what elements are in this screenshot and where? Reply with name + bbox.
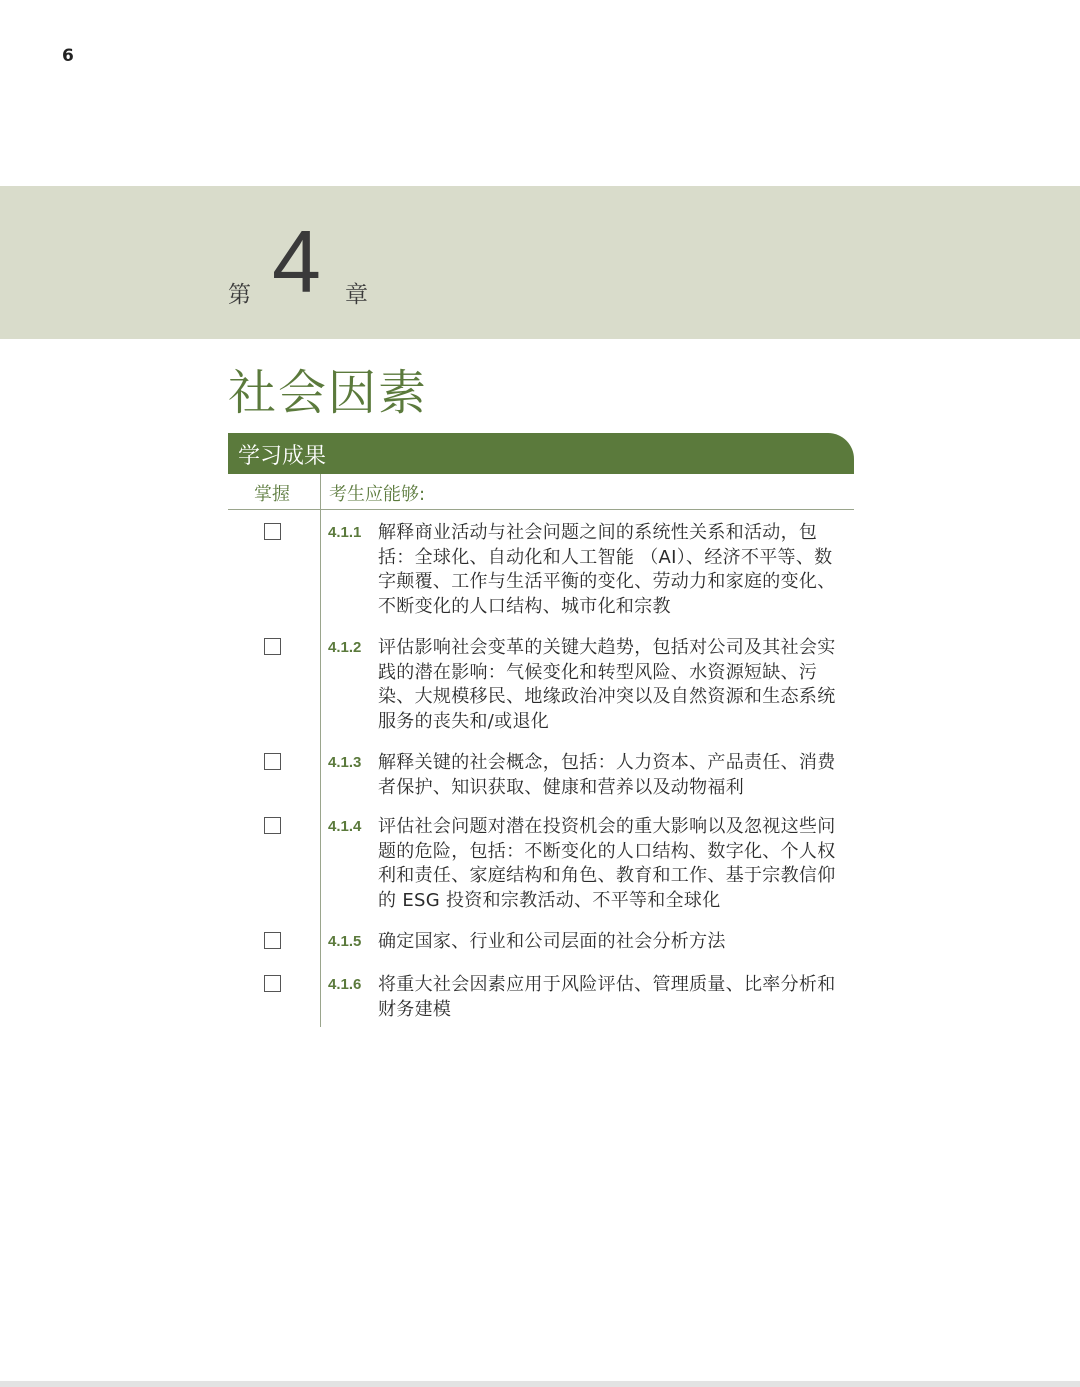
outcome-text: 确定国家、行业和公司层面的社会分析方法 — [378, 931, 726, 952]
mastery-checkbox[interactable] — [264, 638, 281, 655]
outcome-text: 解释关键的社会概念，包括：人力资本、产品责任、消费者保护、知识获取、健康和营养以及动物福利 — [378, 752, 836, 798]
outcome-text: 解释商业活动与社会问题之间的系统性关系和活动，包括：全球化、自动化和人工智能 （AI）、经济不平等、数字颠覆、工作与生活平衡的变化、劳动力和家庭的变化、不断变化的人口结构、城市化和宗教 — [378, 522, 836, 617]
mastery-checkbox[interactable] — [264, 523, 281, 540]
mastery-checkbox[interactable] — [264, 975, 281, 992]
page-bottom-edge — [0, 1381, 1080, 1387]
header-divider — [228, 509, 854, 510]
chapter-number: 4 — [272, 212, 321, 311]
chapter-prefix: 第 — [228, 282, 251, 308]
page-number: 6 — [62, 46, 74, 66]
outcome-code: 4.1.6 — [328, 976, 362, 993]
mastery-checkbox[interactable] — [264, 932, 281, 949]
chapter-suffix: 章 — [345, 282, 368, 308]
column-divider — [320, 474, 321, 1027]
outcome-text: 将重大社会因素应用于风险评估、管理质量、比率分析和财务建模 — [378, 974, 836, 1020]
learning-outcomes-title: 学习成果 — [238, 444, 327, 469]
outcome-code: 4.1.3 — [328, 754, 362, 771]
mastery-checkbox[interactable] — [264, 817, 281, 834]
column-header-master: 掌握 — [254, 484, 290, 505]
outcome-text: 评估社会问题对潜在投资机会的重大影响以及忽视这些问题的危险，包括：不断变化的人口结构、数字化、个人权利和责任、家庭结构和角色、教育和工作、基于宗教信仰的 ESG 投资和宗教活动、不平等和全球化 — [378, 816, 836, 911]
chapter-title: 社会因素 — [228, 365, 429, 421]
chapter-band — [0, 186, 1080, 339]
outcome-code: 4.1.5 — [328, 933, 362, 950]
learning-outcomes-header — [228, 433, 854, 474]
mastery-checkbox[interactable] — [264, 753, 281, 770]
outcome-text: 评估影响社会变革的关键大趋势，包括对公司及其社会实践的潜在影响：气候变化和转型风险、水资源短缺、污染、大规模移民、地缘政治冲突以及自然资源和生态系统服务的丧失和/或退化 — [378, 637, 836, 732]
outcome-code: 4.1.1 — [328, 524, 362, 541]
outcome-code: 4.1.4 — [328, 818, 362, 835]
outcome-code: 4.1.2 — [328, 639, 362, 656]
column-header-candidate: 考生应能够: — [329, 484, 426, 505]
